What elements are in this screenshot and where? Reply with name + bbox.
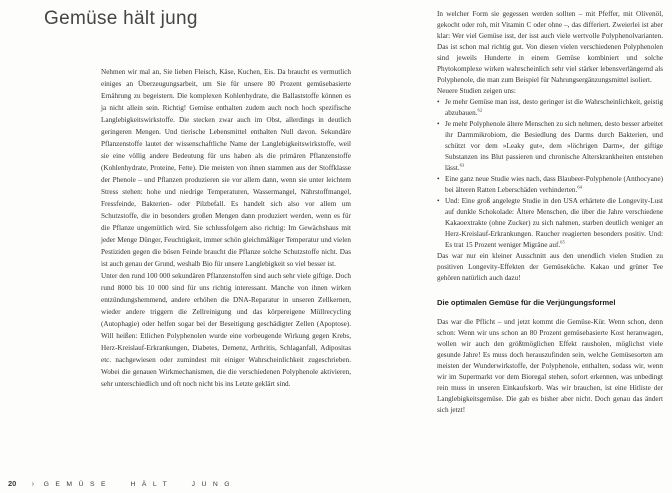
footnote-ref: 65 [560, 239, 565, 245]
bullet-text: Je mehr Gemüse man isst, desto geringer ist die Wahrscheinlichkeit, geistig abzubauen. [445, 98, 663, 117]
body-paragraph: Unter den rund 100 000 sekundären Pflanzenstoffen sind auch sehr viele giftige. Doch rund 8000 bis 10 000 sind für uns richtig interessant. Manche von ihnen wirken entzündungshemmend, andere erhöhen die DNA-Reparatur in unseren Zellkernen, wieder andere triggern die Zellreinigung und das körpereigene Müllrecycling (Autophagie) oder helfen sogar bei der Beseitigung geschädigter Zellen (Apoptose). Will heißen: Etlichen Polyphenolen wurde eine vorbeugende Wirkung gegen Krebs, Herz-Kreislauf-Erkrankungen, Diabetes, Demenz, Arthritis, Schlaganfall, Adipositas etc. nachgewiesen oder zumindest mit einiger Wahrscheinlichkeit zugeschrieben. Wobei die genauen Wirkmechanismen, die die verschiedenen Polyphenole aktivieren, sehr unterschiedlich und oft noch nicht bis ins Letzte geklärt sind. [101, 272, 351, 388]
footnote-ref: 63 [459, 162, 465, 168]
footnote-ref: 64 [577, 184, 582, 190]
body-paragraph: Das war die Pflicht – und jetzt kommt die Gemüse-Kür. Wenn schon, denn schon: Wenn wir uns schon an 80 Prozent gemüsebasierte Kost heranwagen, wollen wir auch den größtmöglichen Effekt rausholen, möglichst viele gesunde Jahre! Es muss doch herauszufinden sein, welche Gemüsesorten am meisten der Wunderwirkstoffe, der Polyphenole, enthalten, sodass wir, wenn wir im Supermarkt vor dem Bioregal stehen, sofort erkennen, was unbedingt rein muss in unseren Einkaufskorb. Was wir brauchen, ist eine Hitliste der Langlebigkeitsgemüse. Die gab es bisher aber nicht. Doch genau das ändert sich jetzt! [437, 318, 663, 414]
bullet-text: Eine ganz neue Studie wies nach, dass Blaubeer-Polyphenole (Anthocyane) bei älteren Ratten Leberschäden verhinderten. [445, 175, 663, 194]
section-subheading: Die optimalen Gemüse für die Verjüngungsformel [437, 298, 616, 307]
studies-lead-line: Neuere Studien zeigen uns: [437, 87, 516, 95]
study-bullet-item [437, 196, 663, 251]
study-bullet-item [437, 174, 663, 196]
running-header-title: GEMÜSE HÄLT JUNG [43, 481, 237, 488]
right-text-column [437, 9, 663, 416]
body-paragraph: Das war nur ein kleiner Ausschnitt aus den unendlich vielen Studien zu positiven Longevity-Effekten der Gemüseküche. Kakao und grüner Tee gehören natürlich auch dazu! [437, 252, 663, 282]
page-footer [8, 473, 236, 491]
bullet-text: Und: Eine groß angelegte Studie in den USA erhärtete die Longevity-Lust auf dunkle Schokolade: Ältere Menschen, die über die Jahre verschiedene Kakaoextrakte (ohne Zucker) zu sich nahmen, starben deutlich weniger an Herz-Kreislauf-Erkrankungen. Raucher reagierten besonders positiv. Und: Es trat 15 Prozent weniger Migräne auf. [445, 197, 663, 249]
bullet-icon: • [437, 98, 440, 106]
bullet-icon: • [437, 120, 440, 128]
studies-list [437, 97, 663, 251]
page-number: 20 [8, 479, 17, 488]
study-bullet-item [437, 119, 663, 174]
study-bullet-item [437, 97, 663, 119]
left-text-column [101, 66, 351, 390]
running-header-marker-icon: › [31, 481, 35, 488]
bullet-icon: • [437, 197, 440, 205]
bullet-text: Je mehr Polyphenole ältere Menschen zu sich nehmen, desto besser arbeitet ihr Darmmikrobiom, die Besiedlung des Darms durch Bakterien, und schützt vor dem »Leaky gut«, dem »löchrigen Darm«, der giftige Substanzen ins Blut passieren und chronische Alterskrankheiten entstehen lässt. [445, 120, 663, 172]
chapter-title: Gemüse hält jung [44, 8, 198, 29]
body-paragraph: Nehmen wir mal an, Sie lieben Fleisch, Käse, Kuchen, Eis. Da braucht es vermutlich einiges an Überzeugungsarbeit, um Sie für unsere 80 Prozent gemüsebasierte Ernährung zu begeistern. Die komplexen Kohlenhydrate, die Ballaststoffe können es ja nicht allein sein. Richtig! Gemüse enthalten zudem auch noch hoch spezifische Langlebigkeitswirkstoffe. Die stecken zwar auch im Obst, allerdings in deutlich geringeren Mengen. Und tierische Lebensmittel enthalten Null davon. Sekundäre Pflanzenstoffe lautet der wissenschaftliche Name der Langlebigkeitswirkstoffe, weil sie eine völlig andere Bedeutung für uns haben als die primären Pflanzenstoffe (Kohlenhydrate, Proteine, Fette). Die meisten von ihnen stammen aus der Stoffklasse der Phenole – und Pflanzen produzieren sie vor allem dann, wenn sie unter leichtem Stress stehen: hohe und niedrige Temperaturen, Wassermangel, Nährstoffmangel, Fressfeinde, Bakterien- oder Pilzbefall. Es handelt sich also vor allem um Schutzstoffe, die in besonders großen Mengen dann produziert werden, wenn es für die Pflanze ungemütlich wird. Sie schlussfolgern also richtig: Im Gewächshaus mit jeder Menge Dünger, Feuchtigkeit, immer schön gleichmäßiger Temperatur und vielen Pestiziden gegen die bösen Feinde braucht die Pflanze solche Schutzstoffe nicht. Das ist auch genau der Grund, weshalb Bio für unsere Langlebigkeit so viel besser ist. [101, 68, 351, 268]
footnote-ref: 62 [477, 107, 483, 113]
body-paragraph: In welcher Form sie gegessen werden sollten – mit Pfeffer, mit Olivenöl, gekocht oder roh, mit Vitamin C oder ohne –, das differiert. Zweierlei ist aber klar: Wer viel Gemüse isst, der isst auch viele wertvolle Polyphenolvarianten. Das ist schon mal richtig gut. Von diesen vielen verschiedenen Polyphenolen sind jeweils Hunderte in einem Gemüse kombiniert und solche Phytokomplexe wirken wahrscheinlich sehr viel stärker lebensverlängernd als Polyphenole, die man zum Beispiel für Nahrungsergänzungsmittel isoliert. [437, 10, 663, 84]
bullet-icon: • [437, 175, 440, 183]
